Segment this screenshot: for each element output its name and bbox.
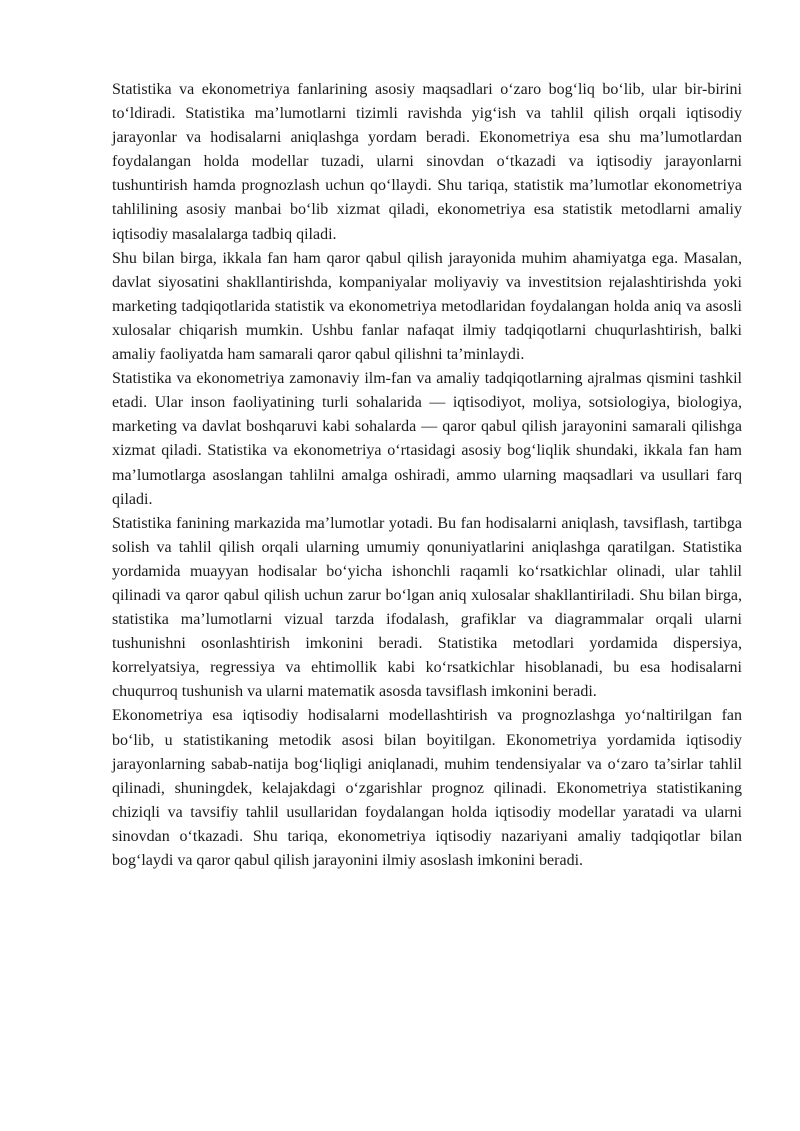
paragraph-1: Statistika va ekonometriya fanlarining asosiy maqsadlari o‘zaro bog‘liq bo‘lib, ular bir-birini to‘ldiradi. Statistika ma’lumotlarni tizimli ravishda yig‘ish va tahlil qilish orqali iqtisodiy jarayonlar va hodisalarni aniqlashga yordam beradi. Ekonometriya esa shu ma’lumotlardan foydalangan holda modellar tuzadi, ularni sinovdan o‘tkazadi va iqtisodiy jarayonlarni tushuntirish hamda prognozlash uchun qo‘llaydi. Shu tariqa, statistik ma’lumotlar ekonometriya tahlilining asosiy manbai bo‘lib xizmat qiladi, ekonometriya esa statistik metodlarni amaliy iqtisodiy masalalarga tadbiq qiladi. — [112, 81, 742, 243]
document-page — [112, 78, 742, 873]
paragraph-3: Statistika va ekonometriya zamonaviy ilm-fan va amaliy tadqiqotlarning ajralmas qismini tashkil etadi. Ular inson faoliyatining turli sohalarida — iqtisodiyot, moliya, sotsiologiya, biologiya, marketing va davlat boshqaruvi kabi sohalarda — qaror qabul qilish jarayonini samarali qilishga xizmat qiladi. Statistika va ekonometriya o‘rtasidagi asosiy bog‘liqlik shundaki, ikkala fan ham ma’lumotlarga asoslangan tahlilni amalga oshiradi, ammo ularning maqsadlari va usullari farq qiladi. — [112, 370, 742, 508]
paragraph-5: Ekonometriya esa iqtisodiy hodisalarni modellashtirish va prognozlashga yo‘naltirilgan fan bo‘lib, u statistikaning metodik asosi bilan boyitilgan. Ekonometriya yordamida iqtisodiy jarayonlarning sabab-natija bog‘liqligi aniqlanadi, muhim tendensiyalar va o‘zaro ta’sirlar tahlil qilinadi, shuningdek, kelajakdagi o‘zgarishlar prognoz qilinadi. Ekonometriya statistikaning chiziqli va tavsifiy tahlil usullaridan foydalangan holda iqtisodiy modellar yaratadi va ularni sinovdan o‘tkazadi. Shu tariqa, ekonometriya iqtisodiy nazariyani amaliy tadqiqotlar bilan bog‘laydi va qaror qabul qilish jarayonini ilmiy asoslash imkonini beradi. — [112, 707, 742, 869]
paragraph-2: Shu bilan birga, ikkala fan ham qaror qabul qilish jarayonida muhim ahamiyatga ega. Masalan, davlat siyosatini shakllantirishda, kompaniyalar moliyaviy va investitsion rejalashtirishda yoki marketing tadqiqotlarida statistik va ekonometriya metodlaridan foydalangan holda aniq va asosli xulosalar chiqarish mumkin. Ushbu fanlar nafaqat ilmiy tadqiqotlarni chuqurlashtirish, balki amaliy faoliyatda ham samarali qaror qabul qilishni ta’minlaydi. — [112, 249, 742, 364]
paragraph-4: Statistika fanining markazida ma’lumotlar yotadi. Bu fan hodisalarni aniqlash, tavsiflash, tartibga solish va tahlil qilish orqali ularning umumiy qonuniyatlarini aniqlashga qaratilgan. Statistika yordamida muayyan hodisalar bo‘yicha ishonchli raqamli ko‘rsatkichlar olinadi, ular tahlil qilinadi va qaror qabul qilish uchun zarur bo‘lgan aniq xulosalar shakllantiriladi. Shu bilan birga, statistika ma’lumotlarni vizual tarzda ifodalash, grafiklar va diagrammalar orqali ularni tushunishni osonlashtirish imkonini beradi. Statistika metodlari yordamida dispersiya, korrelyatsiya, regressiya va ehtimollik kabi ko‘rsatkichlar hisoblanadi, bu esa hodisalarni chuqurroq tushunish va ularni matematik asosda tavsiflash imkonini beradi. — [112, 514, 742, 701]
